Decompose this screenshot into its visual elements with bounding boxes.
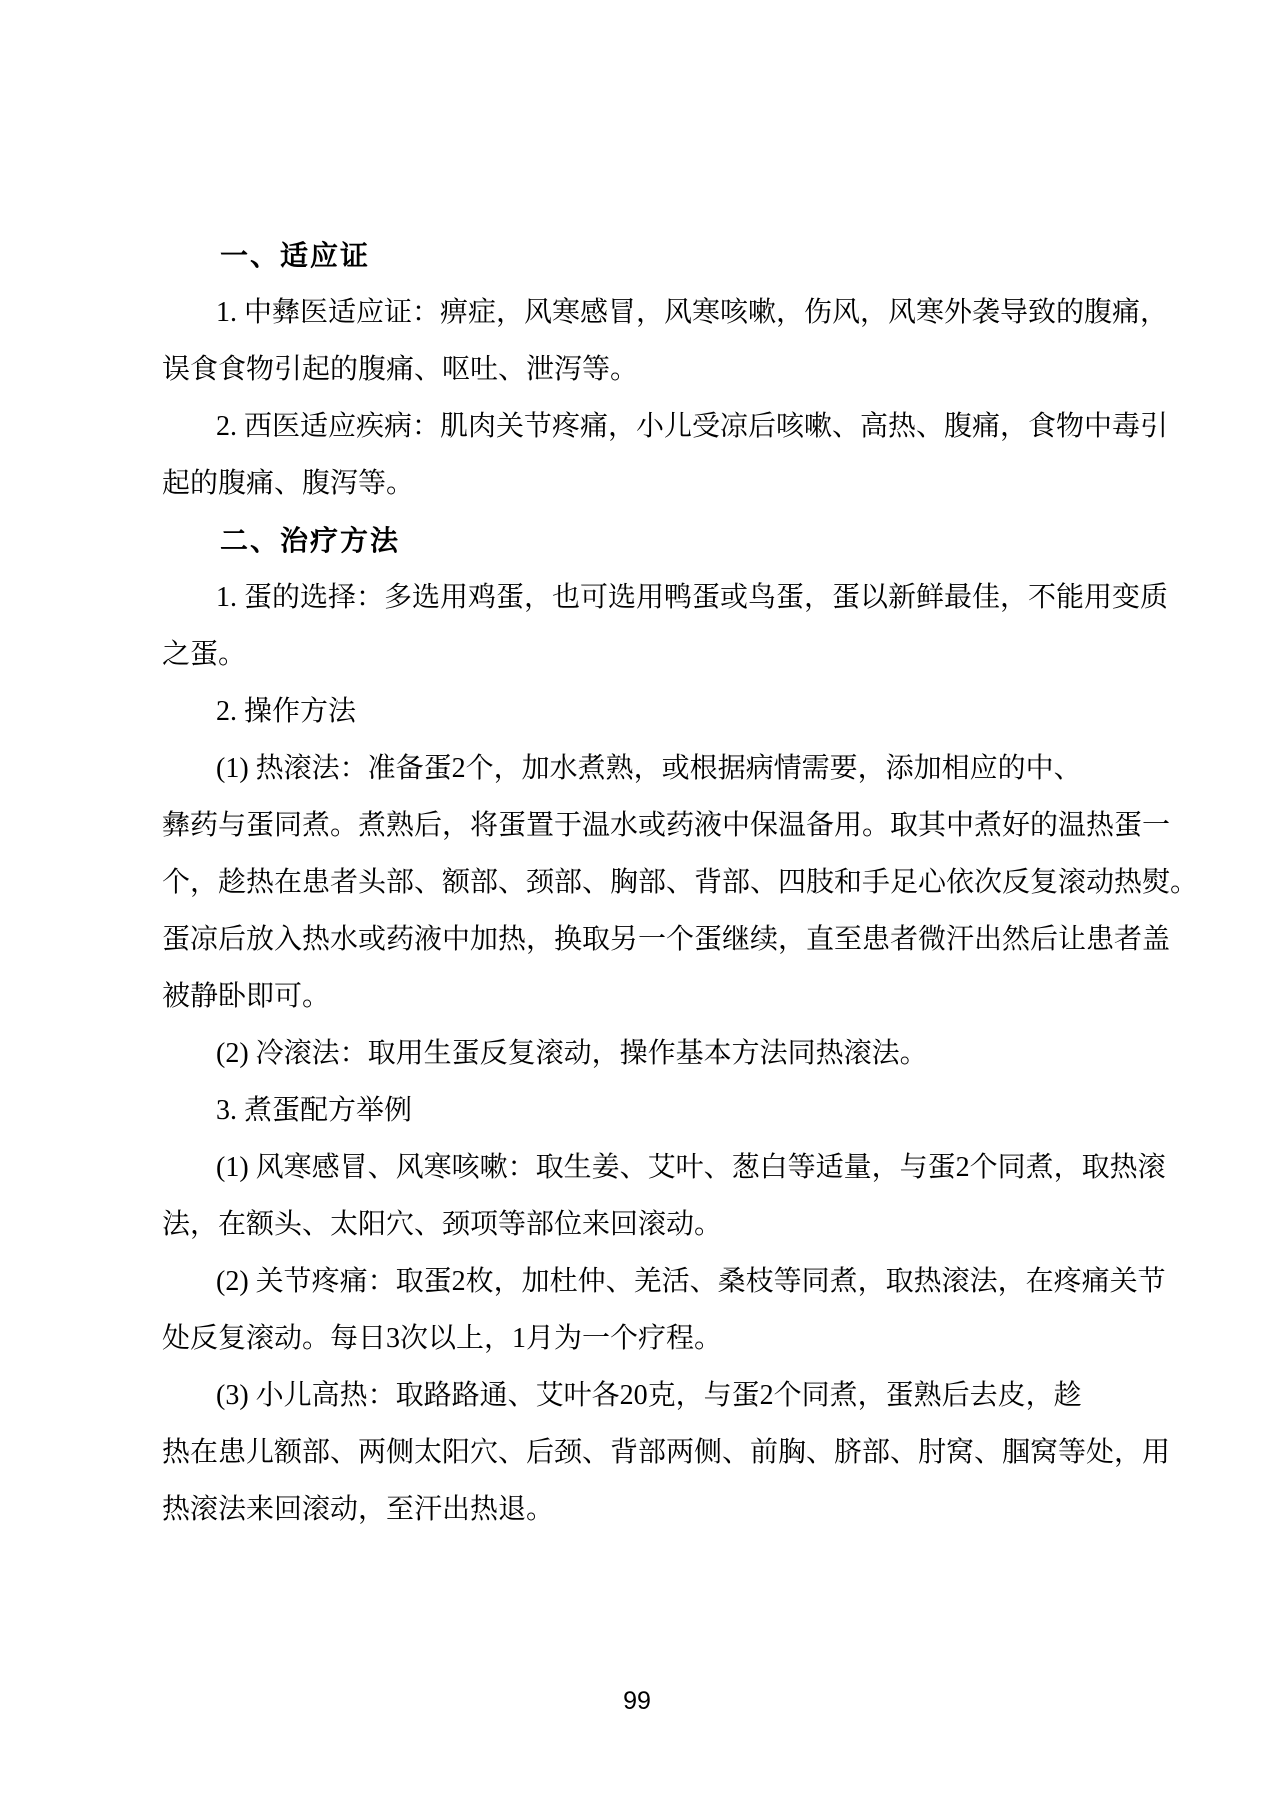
- page-number: 99: [623, 1687, 651, 1715]
- text-line: 被静卧即可。: [162, 981, 331, 1012]
- paragraph-first-line: (2) 冷滚法：取用生蛋反复滚动，操作基本方法同热滚法。: [216, 1038, 928, 1069]
- text-line: 处反复滚动。每日3次以上，1月为一个疗程。: [162, 1323, 723, 1354]
- text-line: 误食食物引起的腹痛、呕吐、泄泻等。: [162, 354, 639, 385]
- paragraph-first-line: (3) 小儿高热：取路路通、艾叶各20克，与蛋2个同煮，蛋熟后去皮，趁: [216, 1380, 1082, 1411]
- paragraph-first-line: 3. 煮蛋配方举例: [216, 1095, 413, 1126]
- text-line: 之蛋。: [162, 639, 247, 670]
- section-heading: 二、治疗方法: [220, 525, 401, 556]
- paragraph-first-line: 1. 中彝医适应证：痹症，风寒感冒，风寒咳嗽，伤风，风寒外袭导致的腹痛，: [216, 297, 1169, 328]
- text-line: 法，在额头、太阳穴、颈项等部位来回滚动。: [162, 1209, 723, 1240]
- text-line: 彝药与蛋同煮。煮熟后，将蛋置于温水或药液中保温备用。取其中煮好的温热蛋一: [162, 810, 1171, 841]
- paragraph-first-line: 2. 西医适应疾病：肌肉关节疼痛，小儿受凉后咳嗽、高热、腹痛，食物中毒引: [216, 411, 1169, 442]
- paragraph-first-line: (2) 关节疼痛：取蛋2枚，加杜仲、羌活、桑枝等同煮，取热滚法，在疼痛关节: [216, 1266, 1166, 1297]
- document-content: [162, 227, 1199, 1538]
- section-heading: 一、适应证: [220, 240, 371, 271]
- paragraph-first-line: 2. 操作方法: [216, 696, 357, 727]
- paragraph-first-line: (1) 风寒感冒、风寒咳嗽：取生姜、艾叶、葱白等适量，与蛋2个同煮，取热滚: [216, 1152, 1166, 1183]
- text-line: 个，趁热在患者头部、额部、颈部、胸部、背部、四肢和手足心依次反复滚动热熨。: [162, 867, 1199, 898]
- text-line: 蛋凉后放入热水或药液中加热，换取另一个蛋继续，直至患者微汗出然后让患者盖: [162, 924, 1171, 955]
- text-line: 热在患儿额部、两侧太阳穴、后颈、背部两侧、前胸、脐部、肘窝、腘窝等处，用: [162, 1437, 1171, 1468]
- paragraph-first-line: (1) 热滚法：准备蛋2个，加水煮熟，或根据病情需要，添加相应的中、: [216, 753, 1082, 784]
- text-line: 起的腹痛、腹泻等。: [162, 468, 415, 499]
- paragraph-first-line: 1. 蛋的选择：多选用鸡蛋，也可选用鸭蛋或鸟蛋，蛋以新鲜最佳，不能用变质: [216, 582, 1169, 613]
- text-line: 热滚法来回滚动，至汗出热退。: [162, 1494, 555, 1525]
